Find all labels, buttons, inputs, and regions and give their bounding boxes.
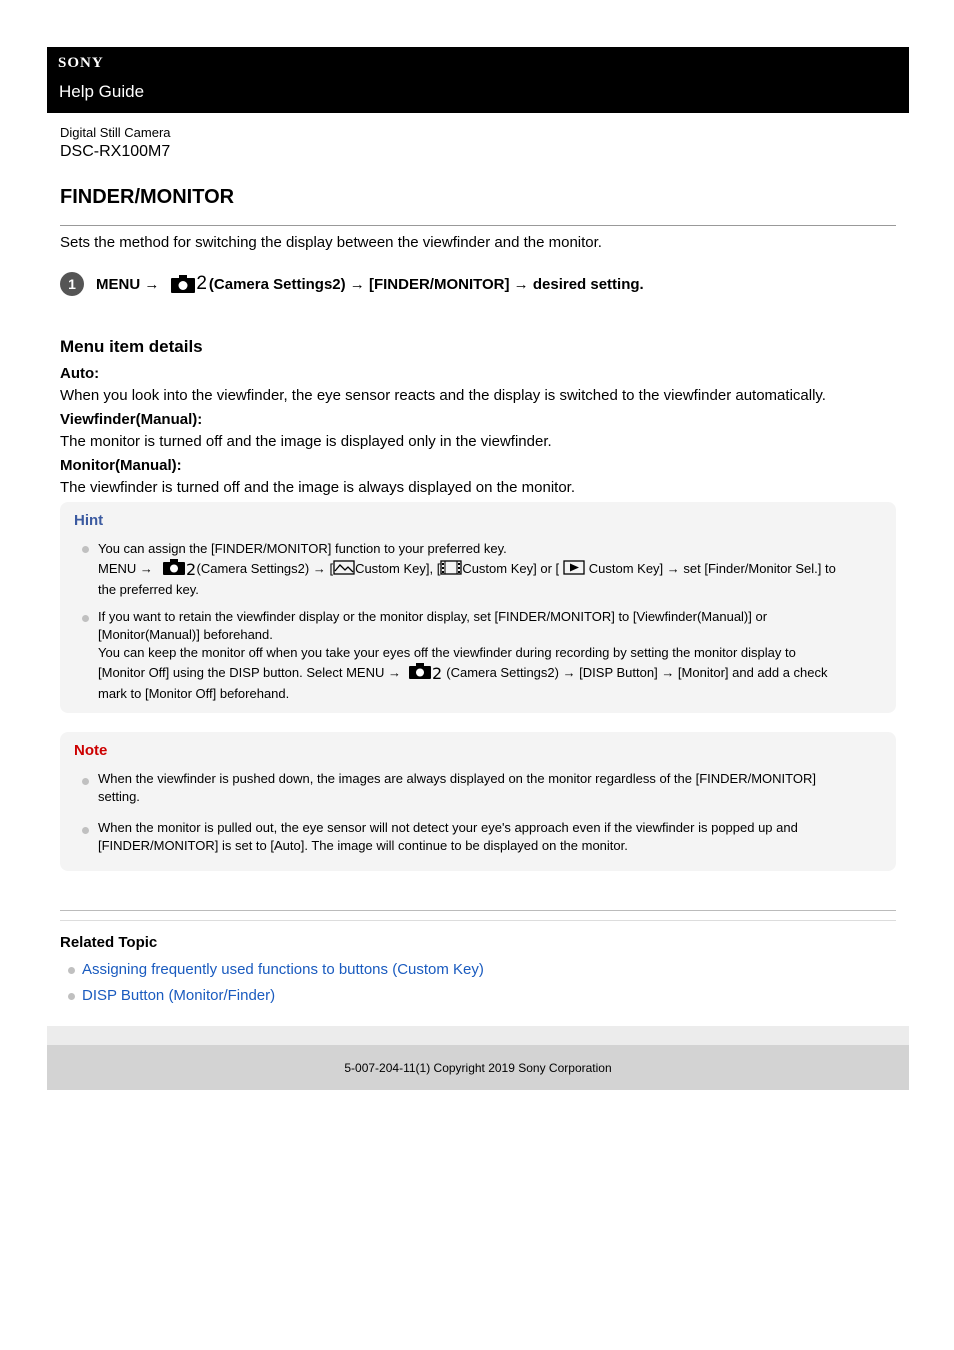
hint-item-2-line-4: [98, 662, 888, 685]
title-divider: [60, 225, 896, 226]
bullet-icon: [82, 827, 89, 834]
hint-item-2-line-3: You can keep the monitor off when you take your eyes off the viewfinder during recording by setting the monitor display to: [98, 645, 796, 660]
detail-desc-auto: When you look into the viewfinder, the eye sensor reacts and the display is switched to the viewfinder automatically.: [60, 387, 826, 404]
hint-item-2-line-1: If you want to retain the viewfinder display or the monitor display, set [FINDER/MONITOR] to [Viewfinder(Manual)] or: [98, 609, 768, 624]
bullet-icon: [82, 778, 89, 785]
related-link-disp-button[interactable]: DISP Button (Monitor/Finder): [82, 987, 276, 1004]
note-item-2-line-2: [FINDER/MONITOR] is set to [Auto]. The image will continue to be displayed on the monitor.: [98, 838, 628, 853]
detail-term-monitor: Monitor(Manual):: [60, 457, 182, 474]
note-item-2: [98, 819, 888, 855]
note-item-2-line-1: When the monitor is pulled out, the eye sensor will not detect your eye's approach even if the viewfinder is popped up and: [98, 820, 798, 835]
detail-desc-viewfinder: The monitor is turned off and the image is displayed only in the viewfinder.: [60, 433, 552, 450]
step-menu-prefix: MENU →: [96, 275, 160, 293]
hint-text-c: Custom Key] or [: [462, 560, 560, 576]
bullet-icon: [82, 546, 89, 553]
brand-logo: SONY: [58, 55, 104, 71]
bullet-icon: [68, 967, 75, 974]
detail-term-auto: Auto:: [60, 365, 100, 382]
hint-text-b: Custom Key], [: [355, 560, 441, 576]
product-model: DSC-RX100M7: [60, 143, 171, 160]
hint-text-d: Custom Key] → set [Finder/Monitor Sel.] to: [588, 560, 836, 576]
playback-icon: [563, 560, 585, 580]
help-guide-title: Help Guide: [59, 82, 145, 101]
step-instruction: [96, 275, 644, 293]
still-image-icon: [333, 560, 355, 580]
related-divider: [60, 910, 896, 911]
detail-term-viewfinder: Viewfinder(Manual):: [60, 411, 203, 428]
hint-item-2-line-5: mark to [Monitor Off] beforehand.: [98, 686, 290, 701]
movie-icon: [440, 560, 462, 580]
step-menu-path: (Camera Settings2) → [FINDER/MONITOR] → desired setting.: [208, 275, 644, 293]
step-1: [60, 272, 644, 296]
step-number: 1: [60, 272, 84, 296]
intro-text: Sets the method for switching the display between the viewfinder and the monitor.: [60, 234, 602, 251]
related-topic-title: Related Topic: [60, 934, 158, 951]
hint-item-2-text-a: [Monitor Off] using the DISP button. Select MENU →: [98, 664, 401, 680]
hint-text-a: (Camera Settings2) → [: [196, 560, 334, 576]
copyright-text: 5-007-204-11(1) Copyright 2019 Sony Corporation: [344, 1060, 612, 1075]
detail-desc-monitor: The viewfinder is turned off and the image is always displayed on the monitor.: [60, 479, 576, 496]
camera-settings-icon: [409, 662, 443, 685]
bullet-icon: [68, 993, 75, 1000]
hint-item-2-text-b: (Camera Settings2) → [DISP Button] → [Monitor] and add a check: [446, 664, 828, 680]
camera-settings-icon: [163, 558, 197, 581]
header-bar: [47, 47, 909, 113]
related-divider-secondary: [60, 920, 896, 921]
hint-item-1-line: You can assign the [FINDER/MONITOR] function to your preferred key.: [98, 541, 507, 556]
hint-box: [60, 502, 896, 713]
camera-settings-number: 2: [431, 664, 442, 680]
footer: [47, 1045, 909, 1090]
bullet-icon: [82, 615, 89, 622]
note-title: Note: [74, 742, 108, 759]
menu-item-details-title: Menu item details: [60, 337, 203, 356]
note-item-1-line-1: When the viewfinder is pushed down, the images are always displayed on the monitor regardless of the [FINDER/MONITOR]: [98, 771, 816, 786]
note-item-1-line-2: setting.: [98, 789, 140, 804]
footer-spacer: [47, 1026, 909, 1045]
camera-settings-number: 2: [196, 273, 207, 294]
camera-settings-number: 2: [185, 560, 196, 576]
note-item-1: [98, 770, 888, 806]
hint-menu-text: MENU →: [98, 560, 153, 576]
hint-item-1-path: [98, 558, 888, 581]
related-link-custom-key[interactable]: Assigning frequently used functions to buttons (Custom Key): [82, 961, 484, 978]
menu-item-details: [60, 364, 910, 502]
hint-item-2: [98, 608, 888, 703]
product-type: Digital Still Camera: [60, 125, 171, 140]
hint-title: Hint: [74, 512, 104, 529]
hint-item-1: [98, 540, 888, 599]
camera-settings-icon: [171, 275, 207, 293]
hint-item-2-line-2: [Monitor(Manual)] beforehand.: [98, 627, 273, 642]
page-title: FINDER/MONITOR: [60, 186, 235, 208]
hint-text-e: the preferred key.: [98, 582, 199, 597]
note-box: [60, 732, 896, 871]
